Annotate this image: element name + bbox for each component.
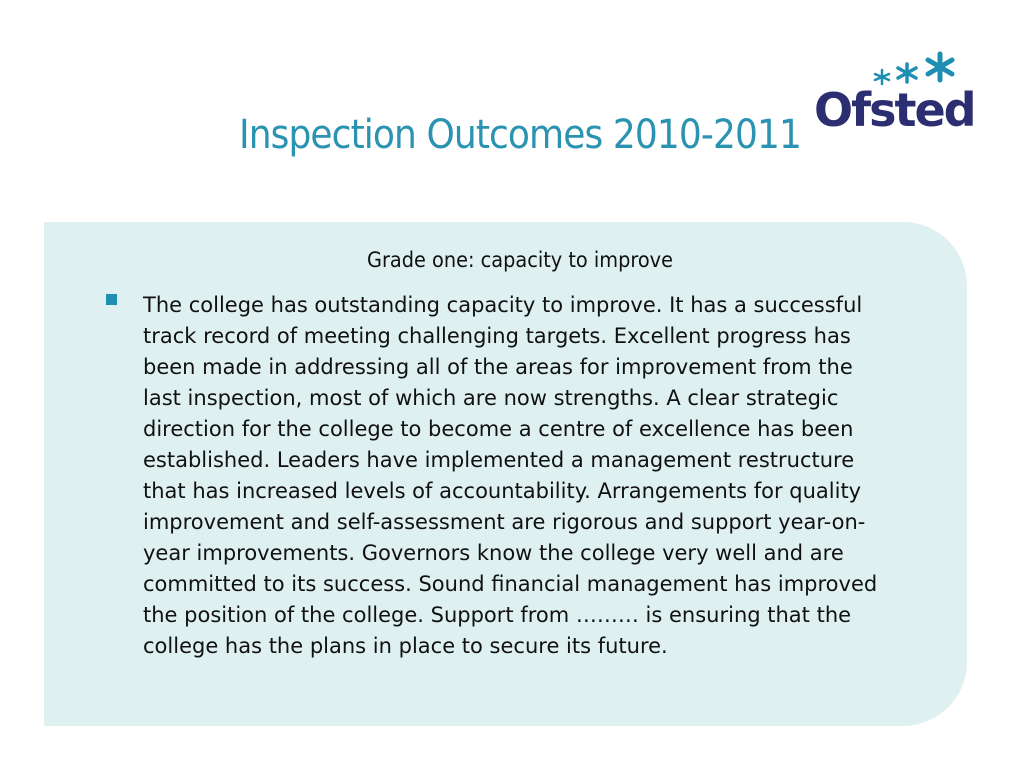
paragraph-line: been made in addressing all of the areas for improvement from the [143, 355, 853, 379]
paragraph-line: direction for the college to become a centre of excellence has been [143, 417, 854, 441]
paragraph-line: established. Leaders have implemented a management restructure [143, 448, 855, 472]
slide-title: Inspection Outcomes 2010-2011 [238, 112, 802, 158]
paragraph-line: college has the plans in place to secure its future. [143, 634, 668, 658]
paragraph-line: that has increased levels of accountability. Arrangements for quality [143, 479, 862, 503]
paragraph-line: year improvements. Governors know the college very well and are [143, 541, 844, 565]
logo-star-medium-icon [898, 64, 916, 82]
paragraph-line: the position of the college. Support from ……… is ensuring that the [143, 603, 852, 627]
paragraph-line: The college has outstanding capacity to improve. It has a successful [143, 293, 863, 317]
paragraph-line: committed to its success. Sound financial management has improved [143, 572, 878, 596]
paragraph-line: track record of meeting challenging targets. Excellent progress has [143, 324, 851, 348]
logo-star-large-icon [928, 54, 952, 80]
logo-wordmark: Ofsted [814, 83, 975, 135]
paragraph-line: last inspection, most of which are now strengths. A clear strategic [143, 386, 839, 410]
section-subtitle: Grade one: capacity to improve [366, 248, 673, 272]
logo-star-small-icon [875, 70, 889, 84]
square-bullet-icon [106, 294, 117, 305]
paragraph-line: improvement and self-assessment are rigorous and support year-on- [143, 510, 866, 534]
ofsted-logo [810, 50, 975, 135]
bullet-paragraph [143, 290, 943, 662]
content-panel [44, 222, 967, 726]
